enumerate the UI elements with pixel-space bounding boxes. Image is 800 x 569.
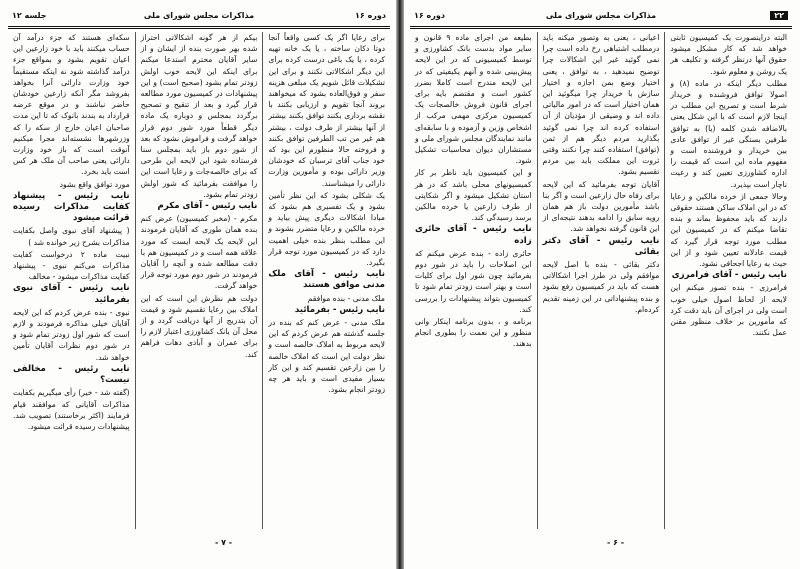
text-column: [410, 32, 537, 529]
speaker-heading: نایب رئیس - آقای دکتر بقائی: [542, 235, 660, 257]
paragraph: دکتر بقائی - بنده با اصل لایحه موافقم ولی در طرز اجرا اشکالاتی هست که باید در کمیسیون رفع بشود و بنده پیشنهاداتی در این زمینه تقدیم کرده‌ام.: [542, 260, 660, 314]
text-column: [664, 32, 792, 529]
paragraph: برنامه و ، بدون برنامه اینکار وانی منظور و این نعمت را بطوری انجام بدهند.: [414, 317, 532, 349]
paragraph: سکه‌ای هستند که جزء درآمد آن حساب میکنند باید با خود زارعین این اعیان تقویم بشود و بمواقع جزء درآمد گذاشته شود نه اینکه مستقیماً خود وزارت دارائی آنرا بخواهد بفروشد مگر آنکه زارعین خودشان حاضر نباشند و در موقع عرضه قرارداد به بندند بانوک که تا این مدت صاحبان اعیان خارج از سکه را که وزرشهرها نشسته‌اند مجرا میکنیم آنوقت است که باز خود وزارت دارائی یعنی صاحب آن ملک هر کس است باید بخرد.: [12, 33, 130, 177]
paragraph: یک شکلی بشود که این نظر تأمین بشود و یک تفسیری هم بشود که مبادا اشکالات دیگری پیش بیاید و خرده مالکین و رعایا متضرر بشوند و این مطلب بنظر بنده خیلی اهمیت دارد که در کمیسیون مورد توجه قرار بگیرد.: [268, 190, 385, 268]
paragraph: برای رعایا اگر یک کسی واقعاً آنجا دوتا دکان ساخته ، یا یک خانه تهیه کرده ، یا یک باغی درست کرده برای این دیگر اشکالاتی نکنند و برای این تشکیلات قائل شویم یک مبلغی هزینه سفر و فوق‌العاده بشود که میخواهند بروند آنجا تقویم و ارزیابی بکنند با نقشه برداری بکنند توافق بکنند بیشتر از آنها بیشتر از طرف دولت ، بیشتر هم غیر من تب الطرفین توافق بکنند و فروخته حالا منظورم این بود که خود جناب آقای ترسبان که خودشان وزیر دارائی بوده و مأمورین وزارت دارائی را میشناسند.: [268, 33, 385, 188]
speaker-heading: نایب رئیس - آقای حائری زاده: [414, 224, 532, 246]
speaker-heading: نایب رئیس - مخالفی نیست؟: [12, 363, 130, 386]
paragraph: و این کمیسیون باید ناظر بر کار کمیسیونهای محلی باشد که در هر استان تشکیل میشود و اگر شکایتی از طرف زارعین یا خرده مالکین برسد رسیدگی کند.: [414, 168, 532, 223]
left-page: [0, 0, 398, 569]
text-column: [262, 32, 390, 529]
term-label: دوره ۱۶: [355, 11, 386, 20]
speaker-heading: نایب رئیس - آقای مکرم: [157, 201, 258, 212]
speaker-heading: نایب رئیس - آقای ملک مدنی موافق هستند: [268, 269, 385, 291]
paragraph: بطیعه من اجرای ماده ۹ قانون و سایر مواد بدست بانک کشاورزی و توسط کمیسیونی که در این لایحه پیش‌بینی شده و آنهم یکیفیتی که در این لایحه مندرج است کاملا بضرر کشور است و مقتضم بایه برای اجرای قانون فروش خالصجات یک کمیسیون مرکزی مهمی مرکب از اشخاص وزین و آزموده و با سابقه‌ای مانند نمایندگان مجلس شورای ملی و مستشاران دیوان محاسبات تشکیل شود.: [414, 33, 532, 166]
page-number: ۲۲: [770, 11, 788, 20]
right-page: [402, 0, 800, 569]
paragraph: دولت هم نظرش این است که این املاک بین رعایا تقسیم شود و قیمت آن بتدریج از آنها دریافت گردد و از محل آن بانک کشاورزی اعتبار لازم را برای عمران و آبادی دهات فراهم کند.: [140, 293, 258, 359]
page-header: [8, 8, 390, 29]
paragraph: (گفته شد - خیر) رأی میگیریم بکفایت مذاکرات آقایانی که موافقند قیام فرمایند (اکثر برخاستند) تصویب شد. پیشنهادات رسیده قرائت میشود.: [12, 388, 130, 431]
page-header: [410, 8, 792, 29]
page-footer-number: - ۶ -: [607, 538, 625, 547]
text-column: [135, 32, 263, 529]
speaker-heading: نایب رئیس - آقای فرامرزی: [671, 270, 787, 281]
term-label: دوره ۱۶: [414, 11, 445, 20]
paragraph: آقایان توجه بفرمائید که این لایحه برای رفاه حال زارعین است و اگر بنا باشد مأمورین دولت باز هم همان رویه سابق را ادامه بدهند نتیجه‌ای از این قانون گرفته نخواهد شد.: [542, 179, 660, 234]
paragraph: مطلب دیگر اینکه در ماده (۸) و اصولا توافق فروشنده و خریدار شرط است و تصریح این مطلب در اینجا لازم است که با این شکل یعنی بالاضافه شدن کلمه (یا) به توافق طرفین بستگی غیر از توافق عادی بین خریدار و فروشنده است و مفهوم ماده این است که قیمت را اداره کشاورزی تعیین کند و رعیت ناچار است بپذیرد.: [670, 78, 788, 189]
paragraph: نبوی - بنده عرض کردم که این لایحه آقایان خیلی مذاکره فرمودند و لازم است که شور اول زودتر تمام شود و در شور دوم نظرات آقایان تأمین خواهد شد.: [12, 307, 130, 362]
paragraph: مکرم - (مخبر کمیسیون) عرض کنم بنده همان طوری که آقایان فرمودند این لایحه یک لایحه ایست که مورد علاقه همه است و در کمیسیون هم با دقت مطالعه شده و آنچه را آقایان فرمودند در شور دوم مورد توجه قرار خواهد گرفت.: [140, 214, 258, 291]
paragraph: ملک مدنی - بنده موافقم: [307, 293, 385, 303]
paragraph: ملک مدنی - عرض کنم که بنده در جلسه گذشته هم عرض کردم که این لایحه مربوط به املاک خالصه است و نظر دولت این است که املاک خالصه را بین زارعین تقسیم کند و این کار بسیار مفیدی است و باید هر چه زودتر انجام بشود.: [268, 318, 385, 395]
paragraph: اعیانی ، یعنی به وتصور میکنه باید درمطلب اشتباهی رخ داده است چرا نمی گوئید غیر این اشکالات چرا توضیح نمیدهید ، به توافق ، یعنی اختیار وضع بمن اجازه و اختیار سازش با خریدار چرا میگوئید این همان اختیار است که در امور مالیاتی داده اند و وضیقی از مؤدیان از آن استفاده کرده اند چرا نمی گوئید بگذارید مردم دیگر هم از ثمن (توافق) استفاده کنند چرا نکنند وقتی ثروت این مملکت باید بین مردم تقسیم بشود.: [542, 33, 660, 177]
text-column: [8, 32, 135, 529]
session-label: جلسه ۱۲: [12, 11, 47, 20]
paragraph: نبیت ماده ۲ درخواست کفایت مذاکرات می‌کنم نبوی - پیشنهاد کفایت مذاکرات میشود - مخالف: [12, 249, 130, 282]
publication-title: مذاکرات مجلس شورای ملی: [545, 11, 657, 20]
paragraph: وحالا جمعی از خرده مالکین و رعایا که در این املاک ساکن هستند حقوقی دارند که باید محفوظ بماند و بنده تقاضا میکنم که در کمیسیون این مطلب مورد توجه قرار گیرد که قیمت عادلانه تعیین شود و از این حیث به رعایا اجحافی نشود.: [670, 191, 787, 269]
page-footer-number: - ۷ -: [215, 538, 233, 547]
paragraph: مورد توافق واقع بشود: [59, 179, 130, 189]
speaker-heading: نایب رئیس - پیشنهاد کفایت مذاکرات رسیده قرائت میشود: [12, 190, 130, 224]
text-columns: [410, 32, 792, 529]
publication-title: مذاکرات مجلس شورای ملی: [143, 11, 255, 20]
paragraph: فرامرزی - بنده تصور میکنم این لایحه از لحاظ اصول خیلی خوب است ولی در اجرای آن باید دقت کرد که مأمورین بر خلاف منظور مقنن عمل نکنند.: [670, 283, 787, 338]
text-column: [537, 32, 665, 529]
text-columns: [8, 32, 390, 529]
paragraph: بیکم از هر گونه اشکالاتی احتراز شده بهر صورت بنده از ایشان و از سایر آقایان محترم استدعا میکنم برای اینکه این لایحه خوب اولش زودتر تمام بشود (صحیح است) و این پیشنهادات در کمیسیون مورد مطالعه قرار گیرد و بعد از تنقیح و تصحیح برگردد بمجلس و دوباره یک ماده دیگر قطعاً مورد شور دوم قرار خواهد گرفت و فراموش نشود که بعد از شور دوم باز باید بمجلس سنا فرستاده شود این لایحه این طرحی که برای خالصه‌جات و رعایا است این را موافقت بفرمائید که شور اولش زودتر تمام بشود.: [140, 33, 258, 199]
paragraph: البته دراینصورت یک کمیسیون ثابتی خواهد شد که کار مشکل میشود حقوق آنها درنظر گرفته و تکلیف هر یک روشن و معلوم شود.: [670, 33, 787, 76]
speaker-heading: نایب رئیس - بفرمائید: [294, 304, 385, 315]
paragraph: ( پیشنهاد آقای نبوی واصل بکفایت مذاکرات بشرح زیر خوانده شد ): [12, 226, 130, 247]
paragraph: حائری زاده - بنده عرض میکنم که این اصلاحات را باید در شور دوم بفرمائید چون شور اول برای کلیات است و بهتر است زودتر تمام شود تا کمیسیون بتواند پیشنهادات را بررسی کند.: [414, 248, 532, 314]
speaker-heading: نایب رئیس - آقای نبوی بفرمائید: [12, 283, 130, 305]
